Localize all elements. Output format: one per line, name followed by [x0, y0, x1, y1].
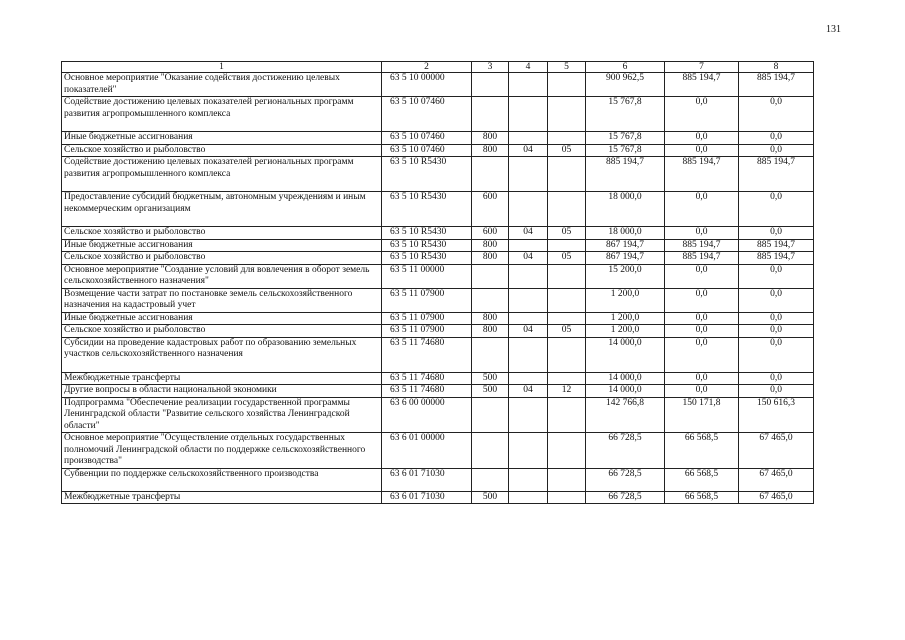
cell-subsection: [548, 239, 586, 252]
cell-amount-1: 18 000,0: [586, 192, 665, 227]
cell-code: 63 5 11 74680: [382, 372, 472, 385]
cell-section: 04: [509, 325, 548, 338]
cell-expense-type: [472, 337, 509, 372]
cell-subsection: 05: [548, 144, 586, 157]
cell-amount-3: 0,0: [739, 227, 814, 240]
cell-code: 63 6 01 71030: [382, 491, 472, 504]
cell-amount-3: 67 465,0: [739, 433, 814, 469]
cell-amount-3: 0,0: [739, 264, 814, 288]
cell-section: 04: [509, 385, 548, 398]
cell-expense-type: 500: [472, 372, 509, 385]
cell-name: Содействие достижению целевых показателей региональных программ развития агропромышленного комплекса: [62, 157, 382, 192]
cell-section: [509, 97, 548, 132]
table-row: [62, 491, 814, 504]
cell-name: Другие вопросы в области национальной экономики: [62, 385, 382, 398]
cell-code: 63 6 00 00000: [382, 397, 472, 433]
cell-subsection: [548, 132, 586, 145]
column-header: 4: [509, 62, 548, 73]
cell-amount-1: 18 000,0: [586, 227, 665, 240]
cell-subsection: [548, 397, 586, 433]
cell-name: Возмещение части затрат по постановке земель сельскохозяйственного назначения на кадастровый учет: [62, 288, 382, 312]
column-header: 1: [62, 62, 382, 73]
cell-name: Сельское хозяйство и рыболовство: [62, 144, 382, 157]
column-header: 3: [472, 62, 509, 73]
cell-code: 63 5 10 07460: [382, 144, 472, 157]
cell-expense-type: 600: [472, 192, 509, 227]
cell-amount-3: 885 194,7: [739, 239, 814, 252]
cell-amount-3: 0,0: [739, 337, 814, 372]
cell-name: Субвенции по поддержке сельскохозяйственного производства: [62, 468, 382, 491]
cell-subsection: 05: [548, 325, 586, 338]
cell-name: Иные бюджетные ассигнования: [62, 312, 382, 325]
cell-code: 63 5 10 R5430: [382, 227, 472, 240]
cell-name: Сельское хозяйство и рыболовство: [62, 252, 382, 265]
cell-section: [509, 288, 548, 312]
cell-amount-3: 0,0: [739, 192, 814, 227]
cell-section: [509, 264, 548, 288]
cell-name: Основное мероприятие "Оказание содействия достижению целевых показателей": [62, 73, 382, 97]
cell-subsection: [548, 312, 586, 325]
cell-name: Иные бюджетные ассигнования: [62, 132, 382, 145]
cell-subsection: 05: [548, 252, 586, 265]
cell-amount-1: 900 962,5: [586, 73, 665, 97]
cell-amount-1: 15 767,8: [586, 144, 665, 157]
cell-amount-3: 0,0: [739, 385, 814, 398]
cell-amount-2: 0,0: [665, 372, 739, 385]
cell-amount-2: 0,0: [665, 132, 739, 145]
cell-section: [509, 468, 548, 491]
cell-section: 04: [509, 252, 548, 265]
table-row: [62, 325, 814, 338]
cell-name: Субсидии на проведение кадастровых работ по образованию земельных участков сельскохозяйственного назначения: [62, 337, 382, 372]
table-row: [62, 144, 814, 157]
table-row: [62, 337, 814, 372]
table-row: [62, 227, 814, 240]
cell-amount-3: 0,0: [739, 312, 814, 325]
cell-amount-2: 66 568,5: [665, 468, 739, 491]
cell-section: [509, 491, 548, 504]
cell-expense-type: 500: [472, 491, 509, 504]
table-row: [62, 397, 814, 433]
cell-code: 63 5 10 R5430: [382, 252, 472, 265]
table-row: [62, 239, 814, 252]
cell-amount-3: 885 194,7: [739, 252, 814, 265]
cell-amount-1: 1 200,0: [586, 325, 665, 338]
cell-amount-1: 15 767,8: [586, 97, 665, 132]
cell-code: 63 5 11 07900: [382, 325, 472, 338]
cell-amount-1: 66 728,5: [586, 433, 665, 469]
cell-subsection: [548, 97, 586, 132]
table-row: [62, 312, 814, 325]
column-header: 6: [586, 62, 665, 73]
cell-amount-3: 67 465,0: [739, 468, 814, 491]
cell-amount-2: 0,0: [665, 192, 739, 227]
column-header: 8: [739, 62, 814, 73]
cell-amount-3: 0,0: [739, 132, 814, 145]
cell-amount-3: 0,0: [739, 325, 814, 338]
cell-amount-3: 885 194,7: [739, 157, 814, 192]
cell-expense-type: 800: [472, 325, 509, 338]
cell-code: 63 6 01 71030: [382, 468, 472, 491]
table-row: [62, 264, 814, 288]
cell-name: Содействие достижению целевых показателей региональных программ развития агропромышленного комплекса: [62, 97, 382, 132]
cell-section: [509, 397, 548, 433]
cell-name: Сельское хозяйство и рыболовство: [62, 227, 382, 240]
cell-amount-3: 0,0: [739, 144, 814, 157]
cell-section: 04: [509, 144, 548, 157]
cell-subsection: [548, 372, 586, 385]
cell-amount-3: 150 616,3: [739, 397, 814, 433]
cell-section: [509, 239, 548, 252]
cell-code: 63 5 11 07900: [382, 288, 472, 312]
cell-name: Сельское хозяйство и рыболовство: [62, 325, 382, 338]
cell-amount-1: 14 000,0: [586, 372, 665, 385]
cell-amount-2: 0,0: [665, 337, 739, 372]
cell-section: 04: [509, 227, 548, 240]
cell-subsection: [548, 264, 586, 288]
cell-code: 63 5 10 07460: [382, 132, 472, 145]
cell-name: Подпрограмма "Обеспечение реализации государственной программы Ленинградской области "Развитие сельского хозяйства Ленинградской области": [62, 397, 382, 433]
table-row: [62, 252, 814, 265]
cell-name: Предоставление субсидий бюджетным, автономным учреждениям и иным некоммерческим организациям: [62, 192, 382, 227]
cell-amount-3: 67 465,0: [739, 491, 814, 504]
cell-expense-type: [472, 397, 509, 433]
cell-subsection: [548, 192, 586, 227]
cell-expense-type: [472, 73, 509, 97]
cell-amount-2: 150 171,8: [665, 397, 739, 433]
cell-name: Межбюджетные трансферты: [62, 372, 382, 385]
cell-name: Межбюджетные трансферты: [62, 491, 382, 504]
cell-amount-2: 0,0: [665, 312, 739, 325]
cell-expense-type: 800: [472, 252, 509, 265]
cell-amount-1: 66 728,5: [586, 491, 665, 504]
cell-amount-1: 14 000,0: [586, 385, 665, 398]
table-row: [62, 385, 814, 398]
cell-amount-1: 15 200,0: [586, 264, 665, 288]
cell-amount-2: 0,0: [665, 144, 739, 157]
cell-name: Основное мероприятие "Осуществление отдельных государственных полномочий Ленинградской области по поддержке сельскохозяйственного производства": [62, 433, 382, 469]
cell-section: [509, 337, 548, 372]
cell-code: 63 5 11 07900: [382, 312, 472, 325]
cell-section: [509, 433, 548, 469]
budget-table: [61, 61, 814, 504]
cell-amount-2: 885 194,7: [665, 73, 739, 97]
column-header: 7: [665, 62, 739, 73]
cell-amount-1: 1 200,0: [586, 288, 665, 312]
cell-section: [509, 157, 548, 192]
cell-code: 63 5 11 74680: [382, 385, 472, 398]
cell-amount-3: 0,0: [739, 372, 814, 385]
column-header: 5: [548, 62, 586, 73]
cell-subsection: [548, 288, 586, 312]
cell-amount-2: 885 194,7: [665, 157, 739, 192]
cell-amount-1: 14 000,0: [586, 337, 665, 372]
cell-expense-type: [472, 468, 509, 491]
page-number: 131: [826, 24, 841, 35]
cell-amount-2: 0,0: [665, 97, 739, 132]
cell-code: 63 5 11 00000: [382, 264, 472, 288]
cell-amount-3: 0,0: [739, 97, 814, 132]
cell-expense-type: [472, 433, 509, 469]
cell-section: [509, 132, 548, 145]
table-row: [62, 372, 814, 385]
cell-name: Основное мероприятие "Создание условий для вовлечения в оборот земель сельскохозяйственного назначения": [62, 264, 382, 288]
cell-section: [509, 73, 548, 97]
cell-code: 63 5 10 R5430: [382, 192, 472, 227]
cell-amount-2: 885 194,7: [665, 252, 739, 265]
cell-amount-1: 867 194,7: [586, 239, 665, 252]
table-row: [62, 468, 814, 491]
cell-amount-2: 885 194,7: [665, 239, 739, 252]
cell-expense-type: [472, 157, 509, 192]
cell-expense-type: [472, 97, 509, 132]
cell-section: [509, 372, 548, 385]
cell-amount-2: 0,0: [665, 227, 739, 240]
cell-amount-2: 0,0: [665, 385, 739, 398]
table-row: [62, 288, 814, 312]
cell-subsection: 05: [548, 227, 586, 240]
cell-name: Иные бюджетные ассигнования: [62, 239, 382, 252]
table-row: [62, 433, 814, 469]
cell-expense-type: 800: [472, 144, 509, 157]
cell-expense-type: [472, 288, 509, 312]
table-row: [62, 73, 814, 97]
cell-code: 63 6 01 00000: [382, 433, 472, 469]
cell-amount-2: 66 568,5: [665, 491, 739, 504]
column-header: 2: [382, 62, 472, 73]
cell-expense-type: 600: [472, 227, 509, 240]
cell-subsection: [548, 433, 586, 469]
cell-amount-3: 885 194,7: [739, 73, 814, 97]
cell-amount-2: 0,0: [665, 325, 739, 338]
header-row: [62, 62, 814, 73]
cell-code: 63 5 10 R5430: [382, 157, 472, 192]
cell-subsection: [548, 157, 586, 192]
cell-subsection: [548, 491, 586, 504]
cell-code: 63 5 10 00000: [382, 73, 472, 97]
cell-amount-1: 867 194,7: [586, 252, 665, 265]
cell-expense-type: 800: [472, 312, 509, 325]
cell-subsection: [548, 468, 586, 491]
cell-expense-type: 800: [472, 132, 509, 145]
cell-amount-1: 885 194,7: [586, 157, 665, 192]
cell-amount-2: 0,0: [665, 264, 739, 288]
cell-code: 63 5 10 07460: [382, 97, 472, 132]
cell-subsection: 12: [548, 385, 586, 398]
table-row: [62, 132, 814, 145]
cell-subsection: [548, 73, 586, 97]
cell-amount-1: 66 728,5: [586, 468, 665, 491]
cell-amount-1: 1 200,0: [586, 312, 665, 325]
cell-code: 63 5 11 74680: [382, 337, 472, 372]
table-row: [62, 157, 814, 192]
cell-code: 63 5 10 R5430: [382, 239, 472, 252]
cell-expense-type: 800: [472, 239, 509, 252]
cell-amount-1: 15 767,8: [586, 132, 665, 145]
cell-amount-2: 66 568,5: [665, 433, 739, 469]
table-row: [62, 97, 814, 132]
cell-expense-type: [472, 264, 509, 288]
cell-amount-3: 0,0: [739, 288, 814, 312]
table-row: [62, 192, 814, 227]
cell-expense-type: 500: [472, 385, 509, 398]
cell-section: [509, 192, 548, 227]
cell-section: [509, 312, 548, 325]
cell-subsection: [548, 337, 586, 372]
cell-amount-2: 0,0: [665, 288, 739, 312]
cell-amount-1: 142 766,8: [586, 397, 665, 433]
